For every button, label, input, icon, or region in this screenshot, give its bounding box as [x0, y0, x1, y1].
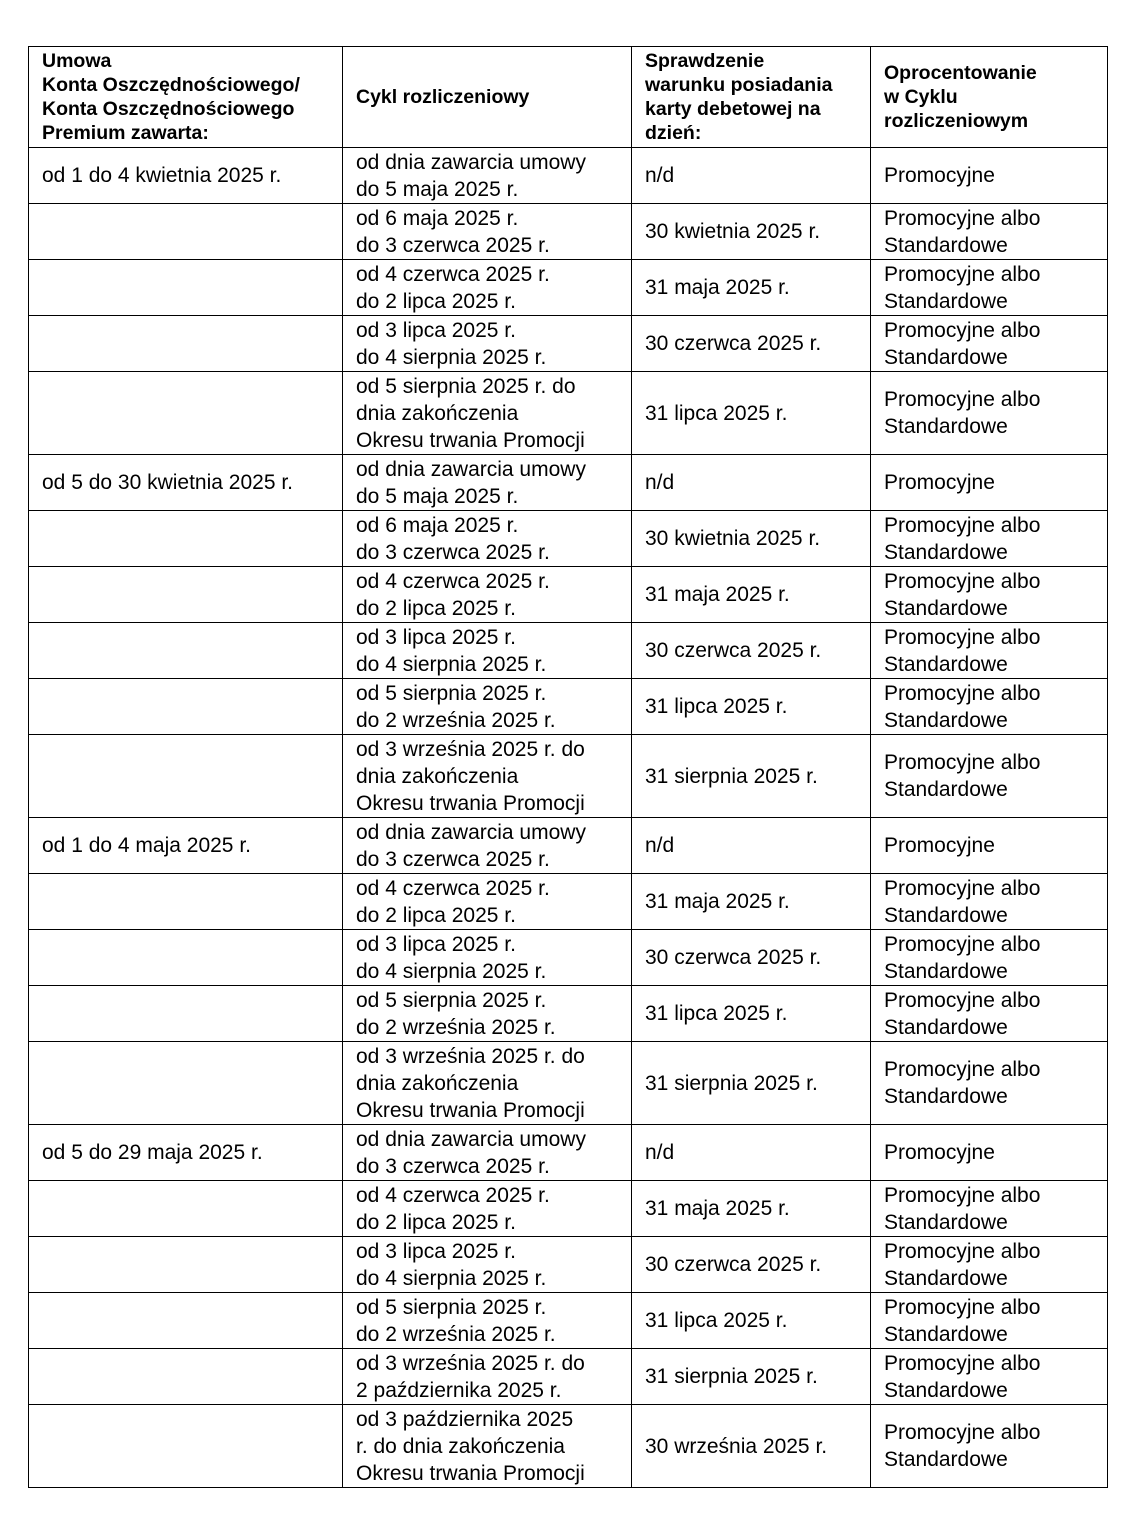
billing-cycle-cell — [343, 1042, 632, 1125]
contract-period-cell — [29, 567, 343, 623]
interest-rate-cell — [871, 679, 1108, 735]
cell-line: od dnia zawarcia umowy — [356, 150, 586, 174]
header-line: karty debetowej na — [645, 98, 821, 120]
header-line: rozliczeniowym — [884, 110, 1029, 132]
cell-line: do 5 maja 2025 r. — [356, 484, 519, 508]
contract-period-cell — [29, 1237, 343, 1293]
cell-line: Standardowe — [884, 778, 1008, 801]
cell-line: n/d — [645, 164, 675, 187]
billing-cycle-cell — [343, 1405, 632, 1488]
billing-cycle-cell — [343, 260, 632, 316]
cell-line: 30 września 2025 r. — [645, 1434, 828, 1458]
cell-line: Promocyjne albo — [884, 751, 1041, 774]
contract-period-cell — [29, 1293, 343, 1349]
cell-line: Promocyjne albo — [884, 513, 1041, 537]
header-line: Konta Oszczędnościowego/ — [42, 74, 300, 96]
cell-line: Promocyjne albo — [884, 932, 1041, 956]
interest-rate-cell — [871, 1042, 1108, 1125]
cell-line: do 2 lipca 2025 r. — [356, 289, 516, 313]
cell-line: Standardowe — [884, 1266, 1008, 1290]
cell-line: Promocyjne albo — [884, 625, 1041, 649]
contract-period-cell — [29, 818, 343, 874]
cell-line: Okresu trwania Promocji — [356, 791, 585, 815]
cell-line: od 5 do 29 maja 2025 r. — [42, 1141, 263, 1164]
card-check-date-cell — [632, 204, 871, 260]
header-line: Konta Oszczędnościowego — [42, 98, 295, 120]
interest-rate-cell — [871, 1125, 1108, 1181]
table-row — [29, 1042, 1108, 1125]
cell-line: od 3 lipca 2025 r. — [356, 932, 516, 956]
card-check-date-cell — [632, 511, 871, 567]
card-check-date-cell — [632, 930, 871, 986]
billing-cycle-cell — [343, 818, 632, 874]
card-check-date-cell — [632, 1237, 871, 1293]
card-check-date-cell — [632, 1293, 871, 1349]
cell-line: 31 sierpnia 2025 r. — [645, 1071, 818, 1095]
cell-line: do 2 września 2025 r. — [356, 708, 556, 732]
contract-period-cell — [29, 1042, 343, 1125]
table-row — [29, 316, 1108, 372]
cell-line: Standardowe — [884, 708, 1008, 732]
cell-line: Promocyjne — [884, 471, 995, 494]
cell-line: 31 maja 2025 r. — [645, 276, 790, 299]
billing-cycle-cell — [343, 874, 632, 930]
table-row — [29, 874, 1108, 930]
cell-line: do 2 lipca 2025 r. — [356, 903, 516, 927]
cell-line: do 3 czerwca 2025 r. — [356, 540, 550, 564]
header-line: Oprocentowanie — [884, 62, 1037, 84]
cell-line: Promocyjne albo — [884, 988, 1041, 1012]
card-check-date-cell — [632, 455, 871, 511]
cell-line: Promocyjne — [884, 1141, 995, 1164]
cell-line: od 3 września 2025 r. do — [356, 1351, 585, 1375]
card-check-date-cell — [632, 874, 871, 930]
cell-line: do 2 lipca 2025 r. — [356, 596, 516, 620]
contract-period-cell — [29, 930, 343, 986]
interest-rate-cell — [871, 1349, 1108, 1405]
cell-line: 31 maja 2025 r. — [645, 583, 790, 606]
contract-period-cell — [29, 260, 343, 316]
billing-cycle-cell — [343, 679, 632, 735]
cell-line: Okresu trwania Promocji — [356, 428, 585, 452]
billing-cycle-cell — [343, 930, 632, 986]
interest-rate-cell — [871, 986, 1108, 1042]
cell-line: Standardowe — [884, 1085, 1008, 1108]
header-contract-date — [29, 47, 343, 148]
cell-line: od 5 do 30 kwietnia 2025 r. — [42, 471, 294, 494]
cell-line: Promocyjne albo — [884, 1183, 1041, 1207]
cell-line: do 2 lipca 2025 r. — [356, 1210, 516, 1234]
cell-line: do 3 czerwca 2025 r. — [356, 233, 550, 257]
table-row — [29, 930, 1108, 986]
table-row — [29, 1181, 1108, 1237]
cell-line: 31 maja 2025 r. — [645, 1197, 790, 1220]
billing-cycle-cell — [343, 1293, 632, 1349]
cell-line: 30 kwietnia 2025 r. — [645, 220, 821, 243]
cell-line: od 3 lipca 2025 r. — [356, 625, 516, 649]
contract-period-cell — [29, 1349, 343, 1405]
cell-line: od 6 maja 2025 r. — [356, 513, 519, 537]
cell-line: do 2 września 2025 r. — [356, 1015, 556, 1039]
cell-line: do 4 sierpnia 2025 r. — [356, 1266, 547, 1290]
billing-cycle-cell — [343, 1181, 632, 1237]
interest-rate-cell — [871, 930, 1108, 986]
card-check-date-cell — [632, 1181, 871, 1237]
table-row — [29, 511, 1108, 567]
interest-rate-cell — [871, 148, 1108, 204]
contract-period-cell — [29, 1405, 343, 1488]
contract-period-cell — [29, 735, 343, 818]
contract-period-cell — [29, 986, 343, 1042]
table-row — [29, 148, 1108, 204]
interest-rate-cell — [871, 372, 1108, 455]
cell-line: od 5 sierpnia 2025 r. — [356, 681, 547, 705]
billing-cycle-cell — [343, 567, 632, 623]
header-line: warunku posiadania — [645, 74, 833, 96]
table-row — [29, 623, 1108, 679]
billing-cycle-cell — [343, 372, 632, 455]
cell-line: od 6 maja 2025 r. — [356, 206, 519, 230]
table-row — [29, 1293, 1108, 1349]
card-check-date-cell — [632, 148, 871, 204]
billing-cycle-cell — [343, 511, 632, 567]
cell-line: Standardowe — [884, 959, 1008, 983]
table-row — [29, 679, 1108, 735]
cell-line: Standardowe — [884, 1322, 1008, 1346]
billing-cycle-cell — [343, 735, 632, 818]
interest-rate-cell — [871, 623, 1108, 679]
table-row — [29, 455, 1108, 511]
header-line: Premium zawarta: — [42, 122, 209, 144]
cell-line: Promocyjne — [884, 834, 995, 857]
contract-period-cell — [29, 316, 343, 372]
cell-line: Promocyjne — [884, 164, 995, 187]
cell-line: Standardowe — [884, 652, 1008, 676]
cell-line: n/d — [645, 1141, 675, 1164]
card-check-date-cell — [632, 735, 871, 818]
billing-cycle-cell — [343, 1349, 632, 1405]
billing-cycle-cell — [343, 1125, 632, 1181]
table-row — [29, 260, 1108, 316]
cell-line: od 4 czerwca 2025 r. — [356, 262, 550, 286]
billing-cycle-cell — [343, 316, 632, 372]
cell-line: do 4 sierpnia 2025 r. — [356, 345, 547, 369]
cell-line: od 4 czerwca 2025 r. — [356, 1183, 550, 1207]
cell-line: Promocyjne albo — [884, 1058, 1041, 1081]
table-row — [29, 735, 1108, 818]
card-check-date-cell — [632, 372, 871, 455]
cell-line: od 3 lipca 2025 r. — [356, 318, 516, 342]
cell-line: Promocyjne albo — [884, 388, 1041, 411]
header-line: Cykl rozliczeniowy — [356, 86, 530, 108]
billing-cycle-cell — [343, 204, 632, 260]
cell-line: 31 sierpnia 2025 r. — [645, 764, 818, 788]
cell-line: Promocyjne albo — [884, 206, 1041, 230]
table-header — [29, 47, 1108, 148]
interest-rate-cell — [871, 567, 1108, 623]
cell-line: od dnia zawarcia umowy — [356, 457, 586, 481]
header-line: Sprawdzenie — [645, 50, 765, 72]
cell-line: 31 lipca 2025 r. — [645, 695, 788, 718]
cell-line: Promocyjne albo — [884, 262, 1041, 286]
cell-line: od 5 sierpnia 2025 r. — [356, 1295, 547, 1319]
cell-line: 31 lipca 2025 r. — [645, 401, 788, 425]
interest-rate-cell — [871, 1181, 1108, 1237]
cell-line: Promocyjne albo — [884, 1295, 1041, 1319]
interest-rate-cell — [871, 260, 1108, 316]
header-line: dzień: — [645, 122, 702, 144]
cell-line: Okresu trwania Promocji — [356, 1098, 585, 1122]
cell-line: od 5 sierpnia 2025 r. — [356, 988, 547, 1012]
cell-line: Standardowe — [884, 1448, 1008, 1471]
cell-line: od 3 października 2025 — [356, 1407, 574, 1431]
interest-rate-cell — [871, 316, 1108, 372]
cell-line: 31 sierpnia 2025 r. — [645, 1365, 818, 1388]
contract-period-cell — [29, 148, 343, 204]
header-row — [29, 47, 1108, 148]
cell-line: do 4 sierpnia 2025 r. — [356, 959, 547, 983]
cell-line: Standardowe — [884, 596, 1008, 620]
cell-line: Standardowe — [884, 903, 1008, 927]
cell-line: n/d — [645, 834, 675, 857]
header-billing-cycle — [343, 47, 632, 148]
cell-line: Promocyjne albo — [884, 876, 1041, 900]
cell-line: od 3 lipca 2025 r. — [356, 1239, 516, 1263]
interest-rate-cell — [871, 818, 1108, 874]
cell-line: Promocyjne albo — [884, 1239, 1041, 1263]
cell-line: 30 czerwca 2025 r. — [645, 946, 822, 969]
cell-line: 30 czerwca 2025 r. — [645, 332, 822, 355]
cell-line: od 3 września 2025 r. do — [356, 1044, 585, 1068]
table-row — [29, 986, 1108, 1042]
cell-line: do 2 września 2025 r. — [356, 1322, 556, 1346]
contract-period-cell — [29, 511, 343, 567]
card-check-date-cell — [632, 986, 871, 1042]
interest-rate-cell — [871, 874, 1108, 930]
billing-cycle-cell — [343, 986, 632, 1042]
cell-line: Standardowe — [884, 1378, 1008, 1402]
cell-line: Promocyjne albo — [884, 681, 1041, 705]
cell-line: Standardowe — [884, 1210, 1008, 1234]
cell-line: do 3 czerwca 2025 r. — [356, 847, 550, 871]
table-row — [29, 372, 1108, 455]
card-check-date-cell — [632, 567, 871, 623]
cell-line: r. do dnia zakończenia — [356, 1434, 565, 1458]
cell-line: do 3 czerwca 2025 r. — [356, 1154, 550, 1178]
billing-cycle-cell — [343, 455, 632, 511]
cell-line: dnia zakończenia — [356, 1071, 519, 1095]
table-row — [29, 1405, 1108, 1488]
card-check-date-cell — [632, 260, 871, 316]
cell-line: 30 kwietnia 2025 r. — [645, 527, 821, 550]
card-check-date-cell — [632, 1042, 871, 1125]
interest-rate-cell — [871, 1405, 1108, 1488]
cell-line: Okresu trwania Promocji — [356, 1461, 585, 1485]
contract-period-cell — [29, 455, 343, 511]
table-row — [29, 1237, 1108, 1293]
card-check-date-cell — [632, 1405, 871, 1488]
cell-line: od dnia zawarcia umowy — [356, 1127, 586, 1151]
billing-cycle-cell — [343, 1237, 632, 1293]
interest-rate-cell — [871, 1237, 1108, 1293]
cell-line: 31 maja 2025 r. — [645, 890, 790, 913]
promotion-schedule-table — [28, 46, 1108, 1488]
billing-cycle-cell — [343, 623, 632, 679]
header-line: w Cyklu — [884, 86, 958, 108]
interest-rate-cell — [871, 204, 1108, 260]
table-row — [29, 1125, 1108, 1181]
contract-period-cell — [29, 372, 343, 455]
card-check-date-cell — [632, 316, 871, 372]
cell-line: Promocyjne albo — [884, 569, 1041, 593]
cell-line: od 4 czerwca 2025 r. — [356, 569, 550, 593]
cell-line: od 4 czerwca 2025 r. — [356, 876, 550, 900]
contract-period-cell — [29, 1181, 343, 1237]
cell-line: Standardowe — [884, 1015, 1008, 1039]
cell-line: 30 czerwca 2025 r. — [645, 1253, 822, 1276]
contract-period-cell — [29, 679, 343, 735]
contract-period-cell — [29, 1125, 343, 1181]
cell-line: Standardowe — [884, 415, 1008, 438]
cell-line: n/d — [645, 471, 675, 494]
cell-line: do 4 sierpnia 2025 r. — [356, 652, 547, 676]
cell-line: 30 czerwca 2025 r. — [645, 639, 822, 662]
table-row — [29, 1349, 1108, 1405]
interest-rate-cell — [871, 511, 1108, 567]
card-check-date-cell — [632, 623, 871, 679]
card-check-date-cell — [632, 818, 871, 874]
cell-line: dnia zakończenia — [356, 401, 519, 425]
cell-line: Standardowe — [884, 289, 1008, 313]
contract-period-cell — [29, 874, 343, 930]
cell-line: do 5 maja 2025 r. — [356, 177, 519, 201]
header-line: Umowa — [42, 50, 112, 72]
cell-line: od 1 do 4 maja 2025 r. — [42, 834, 251, 857]
cell-line: 31 lipca 2025 r. — [645, 1309, 788, 1332]
cell-line: od 1 do 4 kwietnia 2025 r. — [42, 164, 282, 187]
cell-line: dnia zakończenia — [356, 764, 519, 788]
billing-cycle-cell — [343, 148, 632, 204]
cell-line: 31 lipca 2025 r. — [645, 1002, 788, 1025]
header-interest-rate — [871, 47, 1108, 148]
table-row — [29, 204, 1108, 260]
card-check-date-cell — [632, 1125, 871, 1181]
cell-line: od 3 września 2025 r. do — [356, 737, 585, 761]
interest-rate-cell — [871, 735, 1108, 818]
cell-line: od dnia zawarcia umowy — [356, 820, 586, 844]
cell-line: od 5 sierpnia 2025 r. do — [356, 374, 576, 398]
contract-period-cell — [29, 623, 343, 679]
interest-rate-cell — [871, 1293, 1108, 1349]
header-card-check-date — [632, 47, 871, 148]
cell-line: Standardowe — [884, 233, 1008, 257]
cell-line: Promocyjne albo — [884, 318, 1041, 342]
table-body — [29, 148, 1108, 1488]
card-check-date-cell — [632, 1349, 871, 1405]
cell-line: Standardowe — [884, 540, 1008, 564]
contract-period-cell — [29, 204, 343, 260]
table-row — [29, 818, 1108, 874]
table-row — [29, 567, 1108, 623]
cell-line: 2 października 2025 r. — [356, 1378, 562, 1402]
interest-rate-cell — [871, 455, 1108, 511]
cell-line: Promocyjne albo — [884, 1351, 1041, 1375]
cell-line: Standardowe — [884, 345, 1008, 369]
cell-line: Promocyjne albo — [884, 1421, 1041, 1444]
card-check-date-cell — [632, 679, 871, 735]
